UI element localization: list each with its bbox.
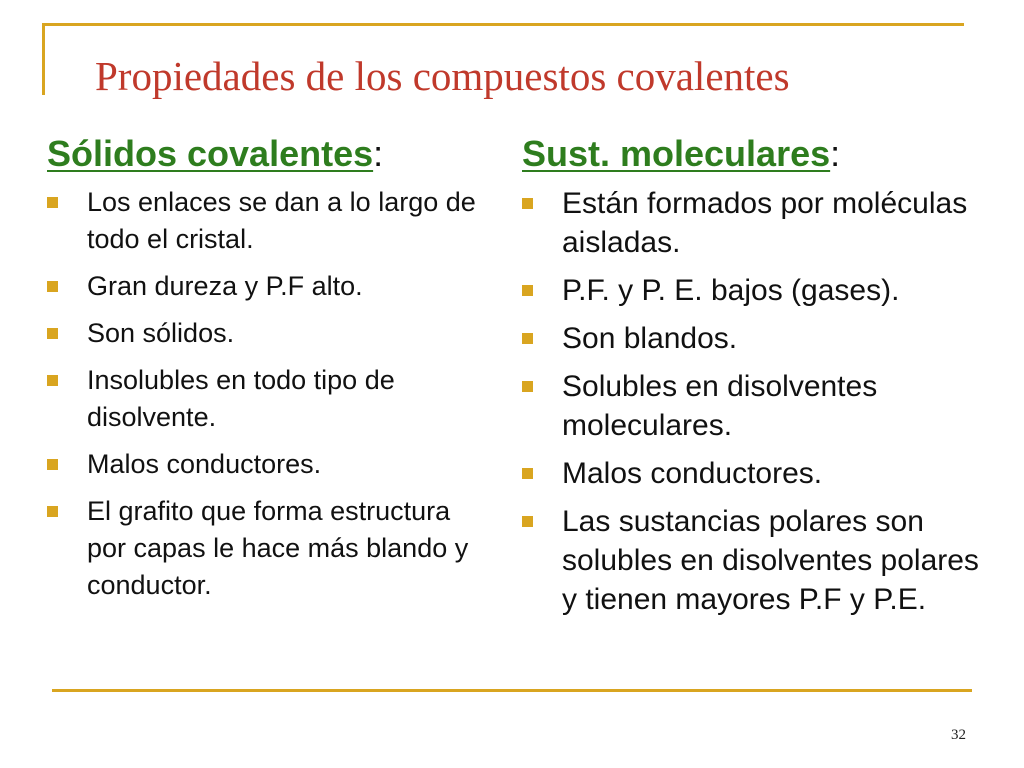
list-item-text: Malos conductores. — [87, 449, 322, 479]
list-item — [47, 184, 487, 258]
list-item-text: Son blandos. — [562, 322, 738, 355]
list-item-text: Gran dureza y P.F alto. — [87, 271, 363, 301]
list-item — [47, 362, 487, 436]
square-bullet-icon — [47, 506, 58, 517]
list-item-text: Solubles en disolventes moleculares. — [562, 370, 878, 442]
left-heading — [47, 132, 487, 176]
square-bullet-icon — [522, 198, 533, 209]
square-bullet-icon — [47, 197, 58, 208]
right-heading — [522, 132, 992, 176]
square-bullet-icon — [47, 459, 58, 470]
right-heading-colon: : — [830, 133, 841, 174]
list-item — [47, 268, 487, 305]
list-item — [522, 271, 992, 310]
list-item — [522, 184, 992, 262]
right-bullet-list — [522, 184, 992, 619]
page-number: 32 — [951, 727, 966, 743]
list-item — [522, 502, 992, 619]
frame-left-line — [42, 23, 45, 95]
square-bullet-icon — [522, 285, 533, 296]
list-item-text: P.F. y P. E. bajos (gases). — [562, 274, 900, 307]
list-item — [522, 319, 992, 358]
frame-top-line — [42, 23, 964, 26]
left-bullet-list — [47, 184, 487, 604]
square-bullet-icon — [522, 333, 533, 344]
left-column — [47, 132, 487, 614]
square-bullet-icon — [522, 381, 533, 392]
square-bullet-icon — [522, 468, 533, 479]
square-bullet-icon — [522, 516, 533, 527]
list-item-text: Las sustancias polares son solubles en disolventes polares y tienen mayores P.F y P.E. — [562, 505, 979, 616]
left-heading-colon: : — [373, 133, 384, 174]
right-heading-text: Sust. moleculares — [522, 133, 831, 174]
list-item — [47, 446, 487, 483]
left-heading-text: Sólidos covalentes — [47, 133, 374, 174]
list-item-text: Malos conductores. — [562, 457, 823, 490]
square-bullet-icon — [47, 281, 58, 292]
list-item-text: Son sólidos. — [87, 318, 235, 348]
list-item-text: Insolubles en todo tipo de disolvente. — [87, 365, 395, 432]
list-item-text: Están formados por moléculas aisladas. — [562, 187, 968, 259]
frame-bottom-line — [52, 689, 972, 692]
list-item — [522, 454, 992, 493]
right-column — [522, 132, 992, 628]
list-item — [47, 315, 487, 352]
list-item — [47, 493, 487, 604]
square-bullet-icon — [47, 328, 58, 339]
square-bullet-icon — [47, 375, 58, 386]
list-item-text: Los enlaces se dan a lo largo de todo el cristal. — [87, 187, 476, 254]
slide-title: Propiedades de los compuestos covalentes — [95, 53, 790, 99]
list-item-text: El grafito que forma estructura por capas le hace más blando y conductor. — [87, 496, 469, 600]
list-item — [522, 367, 992, 445]
